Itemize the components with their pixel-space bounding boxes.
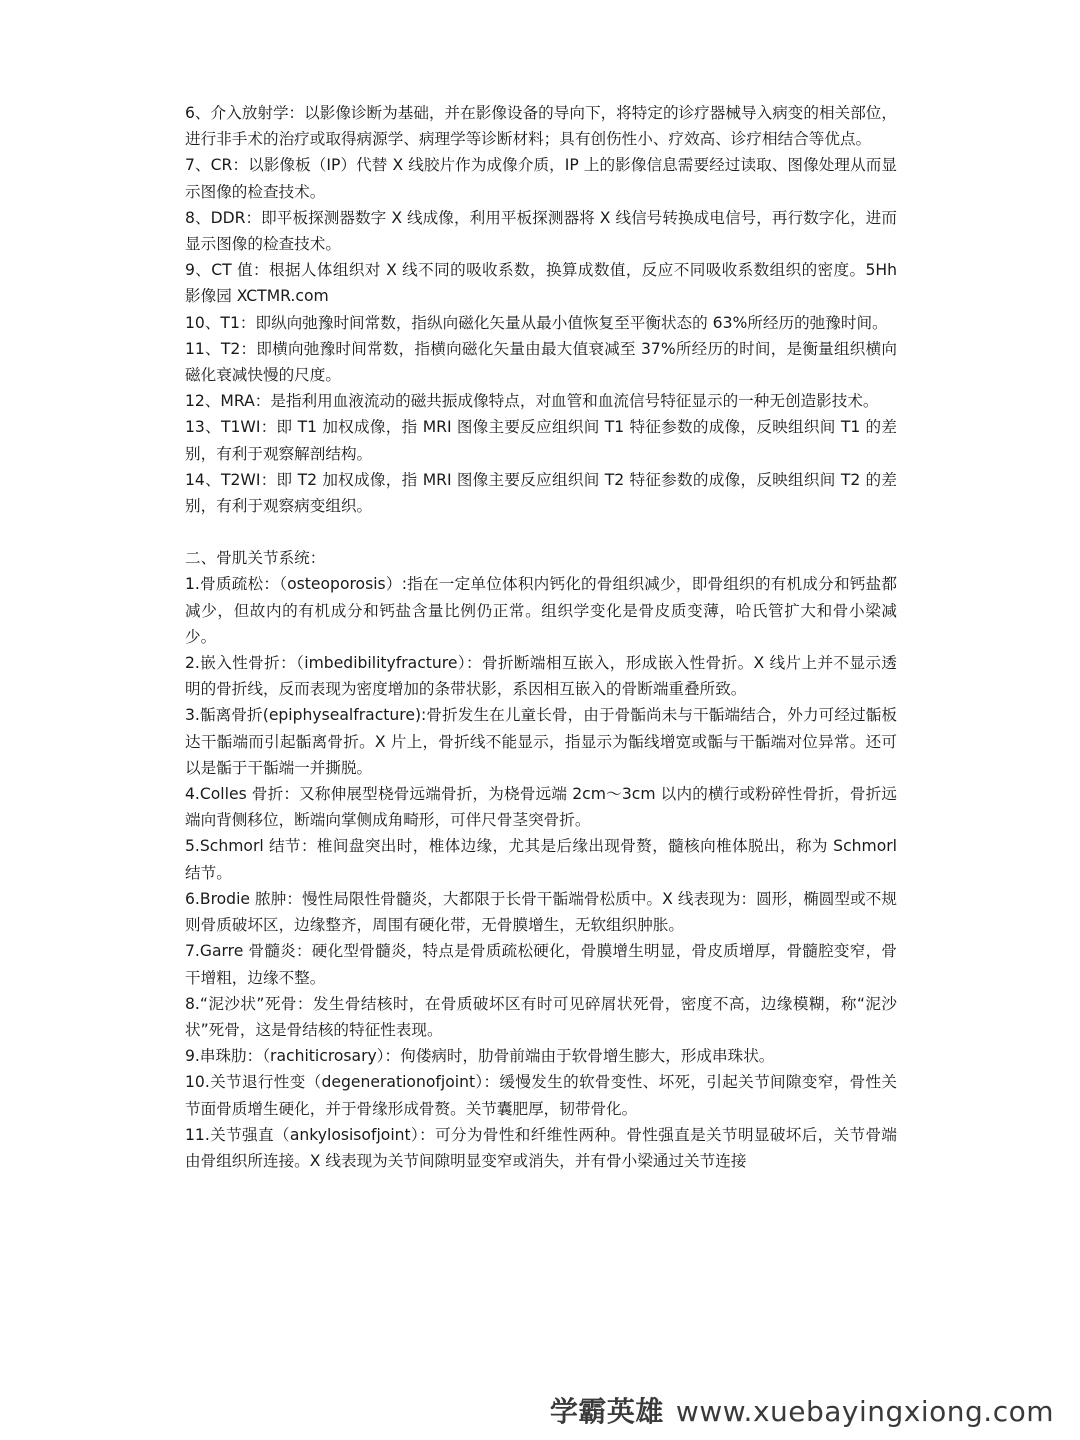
paragraph-item-8b: 8.“泥沙状”死骨：发生骨结核时，在骨质破坏区有时可见碎屑状死骨，密度不高，边缘模糊，称“泥沙状”死骨，这是骨结核的特征性表现。 <box>185 994 897 1039</box>
paragraph-item-4: 4.Colles 骨折：又称伸展型桡骨远端骨折，为桡骨远端 2cm～3cm 以内的横行或粉碎性骨折，骨折远端向背侧移位，断端向掌侧成角畸形，可伴尺骨茎突骨折。 <box>185 785 897 830</box>
document-body <box>185 100 897 1174</box>
paragraph-item-6b: 6.Brodie 脓肿：慢性局限性骨髓炎，大都限于长骨干骺端骨松质中。X 线表现为：圆形，椭圆型或不规则骨质破坏区，边缘整齐，周围有硬化带，无骨膜增生，无软组织肿胀。 <box>185 889 897 935</box>
paragraph-item-14: 14、T2WI：即 T2 加权成像，指 MRI 图像主要反应组织间 T2 特征参数的成像，反映组织间 T2 的差别，有利于观察病变组织。 <box>185 470 897 516</box>
paragraph-item-9b: 9.串珠肋：（rachiticrosary）：佝偻病时，肋骨前端由于软骨增生膨大，形成串珠状。 <box>185 1047 775 1066</box>
paragraph-item-12: 12、MRA：是指利用血液流动的磁共振成像特点，对血管和血流信号特征显示的一种无创造影技术。 <box>185 392 879 411</box>
paragraph-item-3: 3.骺离骨折(epiphysealfracture):骨折发生在儿童长骨，由于骨骺尚未与干骺端结合，外力可经过骺板达干骺端而引起骺离骨折。X 片上，骨折线不能显示，指显示为骺线增宽或骺与干骺端对位异常。还可以是骺于干骺端一并撕脱。 <box>185 706 897 777</box>
watermark-url: www.xuebayingxiong.com <box>675 1395 1054 1428</box>
paragraph-item-10b: 10.关节退行性变（degenerationofjoint）：缓慢发生的软骨变性、坏死，引起关节间隙变窄，骨性关节面骨质增生硬化，并于骨缘形成骨赘。关节囊肥厚，韧带骨化。 <box>185 1073 897 1118</box>
paragraph-item-7: 7、CR：以影像板（IP）代替 X 线胶片作为成像介质，IP 上的影像信息需要经过读取、图像处理从而显示图像的检查技术。 <box>185 156 897 201</box>
watermark-brand: 学霸英雄 <box>549 1395 664 1428</box>
paragraph-item-8: 8、DDR：即平板探测器数字 X 线成像，利用平板探测器将 X 线信号转换成电信号，再行数字化，进而显示图像的检查技术。 <box>185 208 897 254</box>
paragraph-item-7b: 7.Garre 骨髓炎：硬化型骨髓炎，特点是骨质疏松硬化，骨膜增生明显，骨皮质增厚，骨髓腔变窄，骨干增粗，边缘不整。 <box>185 942 897 987</box>
paragraph-item-10: 10、T1：即纵向弛豫时间常数，指纵向磁化矢量从最小值恢复至平衡状态的 63%所经历的弛豫时间。 <box>185 313 888 332</box>
section-heading: 二、骨肌关节系统： <box>185 549 326 568</box>
paragraph-item-5: 5.Schmorl 结节：椎间盘突出时，椎体边缘，尤其是后缘出现骨赘，髓核向椎体脱出，称为 Schmorl 结节。 <box>185 837 897 882</box>
paragraph-item-11b: 11.关节强直（ankylosisofjoint）：可分为骨性和纤维性两种。骨性强直是关节明显破坏后，关节骨端由骨组织所连接。X 线表现为关节间隙明显变窄或消失，并有骨小梁通过关节连接 <box>185 1125 897 1170</box>
paragraph-item-6: 6、介入放射学：以影像诊断为基础，并在影像设备的导向下，将特定的诊疗器械导入病变的相关部位，进行非手术的治疗或取得病源学、病理学等诊断材料；具有创伤性小、疗效高、诊疗相结合等优点。 <box>185 104 897 149</box>
paragraph-item-2: 2.嵌入性骨折：（imbedibilityfracture）：骨折断端相互嵌入，形成嵌入性骨折。X 线片上并不显示透明的骨折线，反而表现为密度增加的条带状影，系因相互嵌入的骨断端重叠所致。 <box>185 654 897 699</box>
paragraph-item-9: 9、CT 值：根据人体组织对 X 线不同的吸收系数，换算成数值，反应不同吸收系数组织的密度。5Hh 影像园 XCTMR.com <box>185 261 897 306</box>
paragraph-item-13: 13、T1WI：即 T1 加权成像，指 MRI 图像主要反应组织间 T1 特征参数的成像，反映组织间 T1 的差别，有利于观察解剖结构。 <box>185 418 897 463</box>
site-watermark <box>550 1390 1054 1430</box>
paragraph-item-11: 11、T2：即横向弛豫时间常数，指横向磁化矢量由最大值衰减至 37%所经历的时间，是衡量组织横向磁化衰减快慢的尺度。 <box>185 339 897 385</box>
paragraph-item-1: 1.骨质疏松：（osteoporosis）:指在一定单位体积内钙化的骨组织减少，即骨组织的有机成分和钙盐都减少，但故内的有机成分和钙盐含量比例仍正常。组织学变化是骨皮质变薄，哈氏管扩大和骨小梁减少。 <box>185 575 897 646</box>
